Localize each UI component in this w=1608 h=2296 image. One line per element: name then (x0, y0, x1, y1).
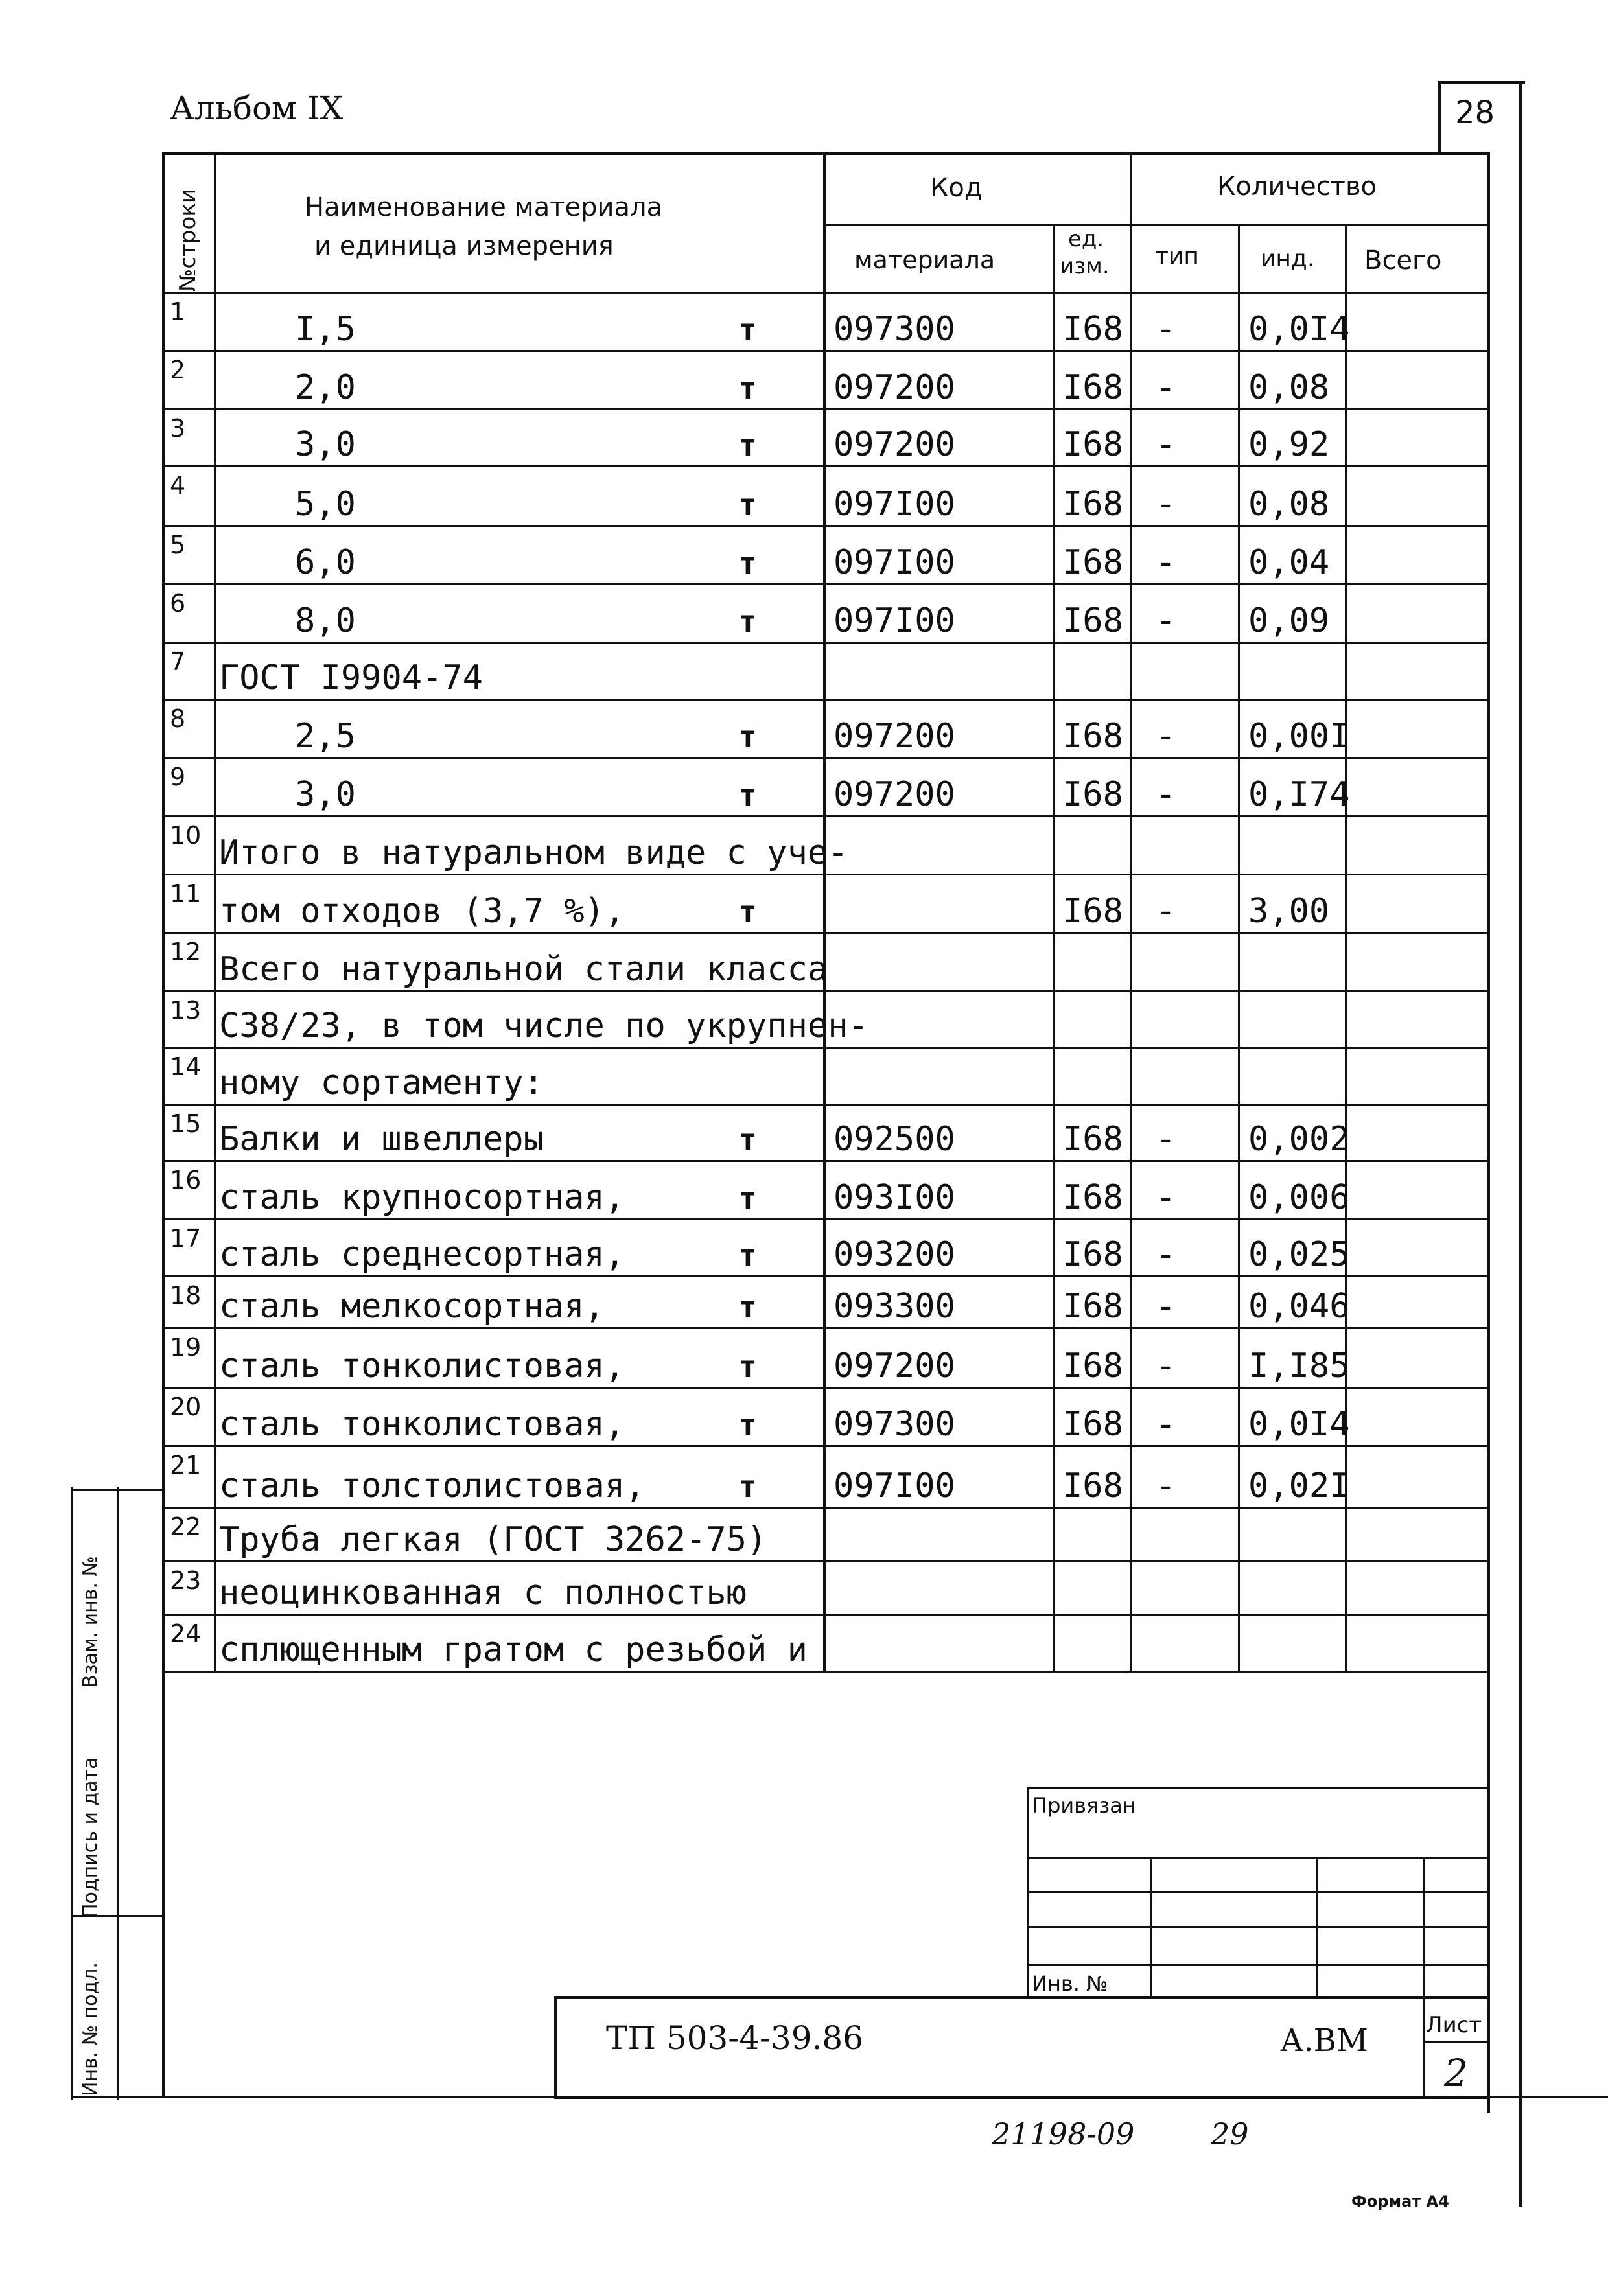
table-rule (162, 152, 165, 1671)
unit-code: I68 (1062, 543, 1123, 582)
unit-code: I68 (1062, 1287, 1123, 1326)
row-number: 5 (170, 531, 186, 559)
table-rule (1027, 1857, 1487, 1859)
table-rule (71, 2096, 162, 2098)
table-rule (823, 152, 826, 1671)
material-name: сталь мелкосортная, (219, 1287, 605, 1326)
material-unit: т (739, 604, 757, 639)
material-name: С38/23, в том числе по укрупнен- (219, 1006, 868, 1045)
qty-type: - (1156, 1287, 1176, 1326)
table-rule (1027, 1787, 1487, 1789)
col-code-unit-header-2: изм. (1060, 253, 1110, 279)
material-name: сталь толстолистовая, (219, 1467, 646, 1505)
material-unit: т (739, 1238, 757, 1273)
material-code: 093200 (833, 1235, 955, 1274)
unit-code: I68 (1062, 485, 1123, 524)
stamp-privyazan: Привязан (1032, 1793, 1136, 1818)
unit-code: I68 (1062, 1178, 1123, 1217)
side-label-podpis: Подпись и дата (79, 1757, 102, 1918)
material-code: 097I00 (833, 601, 955, 640)
material-name: 8,0 (295, 601, 356, 640)
unit-code: I68 (1062, 310, 1123, 349)
material-code: 097I00 (833, 543, 955, 582)
col-code-unit-header-1: ед. (1068, 226, 1104, 252)
table-rule (1487, 152, 1490, 1671)
row-number: 3 (170, 414, 186, 443)
table-rule (71, 1487, 73, 2100)
qty-type: - (1156, 1347, 1176, 1386)
unit-code: I68 (1062, 1347, 1123, 1386)
table-rule (554, 1996, 557, 2096)
material-code: 097I00 (833, 1467, 955, 1505)
table-rule (1027, 1964, 1487, 1966)
row-number: 9 (170, 763, 186, 791)
qty-type: - (1156, 1178, 1176, 1217)
table-rule (1027, 1926, 1487, 1928)
material-code: 092500 (833, 1120, 955, 1159)
material-unit: т (739, 371, 757, 406)
material-unit: т (739, 428, 757, 463)
table-rule (1345, 224, 1347, 1671)
stamp-list-label: Лист (1426, 2012, 1482, 2038)
footer-handwritten-number: 21198-09 (992, 2116, 1135, 2151)
unit-code: I68 (1062, 368, 1123, 407)
qty-ind: 0,04 (1248, 543, 1330, 582)
unit-code: I68 (1062, 1120, 1123, 1159)
material-code: 097200 (833, 717, 955, 756)
material-unit: т (739, 1122, 757, 1157)
col-name-header-line1: Наименование материала (305, 192, 663, 222)
material-name: Балки и швеллеры (219, 1120, 544, 1159)
qty-type: - (1156, 892, 1176, 931)
table-rule (117, 1487, 119, 2100)
material-name: сталь крупносортная, (219, 1178, 625, 1217)
qty-type: - (1156, 1405, 1176, 1444)
qty-ind: 0,006 (1248, 1178, 1350, 1217)
stamp-list-number: 2 (1444, 2051, 1468, 2095)
col-name-header-line2: и единица измерения (314, 231, 614, 261)
material-name: ному сортаменту: (219, 1063, 544, 1102)
footer-handwritten-page: 29 (1211, 2116, 1249, 2151)
qty-ind: 0,02I (1248, 1467, 1350, 1505)
qty-ind: 3,00 (1248, 892, 1330, 931)
col-qty-ind-header: инд. (1261, 246, 1315, 272)
material-unit: т (739, 894, 757, 929)
table-rule (162, 1671, 165, 2096)
material-name: 3,0 (295, 775, 356, 814)
qty-type: - (1156, 775, 1176, 814)
qty-ind: 0,0I4 (1248, 310, 1350, 349)
unit-code: I68 (1062, 425, 1123, 464)
qty-type: - (1156, 425, 1176, 464)
page-number: 28 (1455, 95, 1495, 131)
material-code: 097200 (833, 425, 955, 464)
row-number: 6 (170, 589, 186, 618)
row-number: 15 (170, 1109, 202, 1138)
material-name: сплющенным гратом с резьбой и (219, 1630, 808, 1669)
col-qty-total-header: Всего (1364, 246, 1442, 275)
qty-type: - (1156, 310, 1176, 349)
row-number: 12 (170, 938, 202, 966)
row-number: 18 (170, 1281, 202, 1310)
table-rule (1150, 1857, 1152, 1996)
row-number: 2 (170, 356, 186, 384)
col-qty-header: Количество (1217, 172, 1377, 202)
qty-type: - (1156, 1120, 1176, 1159)
row-number: 23 (170, 1566, 202, 1595)
qty-type: - (1156, 1235, 1176, 1274)
unit-code: I68 (1062, 775, 1123, 814)
qty-type: - (1156, 601, 1176, 640)
table-rule (71, 1489, 162, 1491)
qty-ind: 0,00I (1248, 717, 1350, 756)
material-name: Всего натуральной стали класса (219, 950, 828, 989)
material-name: Труба легкая (ГОСТ 3262-75) (219, 1520, 767, 1559)
row-number: 10 (170, 821, 202, 850)
stamp-sheet-code: А.ВМ (1280, 2023, 1369, 2059)
unit-code: I68 (1062, 717, 1123, 756)
row-number: 24 (170, 1619, 202, 1648)
material-name: 5,0 (295, 485, 356, 524)
material-code: 093I00 (833, 1178, 955, 1217)
col-qty-type-header: тип (1155, 243, 1199, 270)
material-code: 097300 (833, 1405, 955, 1444)
table-rule (1316, 1857, 1318, 1996)
side-label-vzam: Взам. инв. № (79, 1556, 102, 1688)
material-code: 097200 (833, 368, 955, 407)
material-code: 097200 (833, 775, 955, 814)
row-number: 7 (170, 647, 186, 676)
qty-ind: I,I85 (1248, 1347, 1350, 1386)
qty-type: - (1156, 485, 1176, 524)
material-name: Итого в натуральном виде с уче- (219, 833, 848, 872)
qty-ind: 0,92 (1248, 425, 1330, 464)
row-number: 19 (170, 1333, 202, 1362)
material-name: ГОСТ I9904-74 (219, 658, 483, 697)
material-name: сталь тонколистовая, (219, 1347, 625, 1386)
row-number: 16 (170, 1166, 202, 1194)
qty-type: - (1156, 1467, 1176, 1505)
album-title: Альбом IX (170, 89, 344, 127)
material-name: 2,0 (295, 368, 356, 407)
qty-ind: 0,0I4 (1248, 1405, 1350, 1444)
table-rule (162, 2096, 1608, 2098)
qty-ind: 0,08 (1248, 485, 1330, 524)
qty-ind: 0,I74 (1248, 775, 1350, 814)
material-unit: т (739, 546, 757, 581)
row-number: 4 (170, 471, 186, 500)
col-rownum-header: №строки (175, 189, 201, 292)
material-code: 097300 (833, 310, 955, 349)
row-number: 8 (170, 704, 186, 733)
col-code-header: Код (930, 173, 983, 203)
col-code-material-header: материала (854, 246, 996, 274)
stamp-doc-code: ТП 503-4-39.86 (606, 2019, 864, 2057)
table-rule (1487, 1671, 1490, 2113)
material-unit: т (739, 1181, 757, 1216)
row-number: 17 (170, 1224, 202, 1253)
material-unit: т (739, 1469, 757, 1504)
material-name: 6,0 (295, 543, 356, 582)
row-number: 11 (170, 879, 202, 908)
row-number: 13 (170, 996, 202, 1025)
qty-ind: 0,046 (1248, 1287, 1350, 1326)
unit-code: I68 (1062, 1405, 1123, 1444)
material-name: неоцинкованная с полностью (219, 1573, 747, 1612)
material-unit: т (739, 1408, 757, 1443)
table-rule (1423, 1857, 1425, 2096)
row-number: 1 (170, 297, 186, 326)
qty-ind: 0,09 (1248, 601, 1330, 640)
material-unit: т (739, 1349, 757, 1384)
material-code: 093300 (833, 1287, 955, 1326)
unit-code: I68 (1062, 892, 1123, 931)
row-number: 22 (170, 1513, 202, 1541)
table-rule (1027, 1891, 1487, 1893)
material-unit: т (739, 312, 757, 347)
material-unit: т (739, 778, 757, 813)
stamp-inv-no: Инв. № (1032, 1971, 1108, 1996)
material-unit: т (739, 487, 757, 522)
qty-ind: 0,08 (1248, 368, 1330, 407)
unit-code: I68 (1062, 1235, 1123, 1274)
side-label-inv-podl: Инв. № подл. (79, 1962, 102, 2096)
qty-type: - (1156, 717, 1176, 756)
qty-ind: 0,002 (1248, 1120, 1350, 1159)
unit-code: I68 (1062, 1467, 1123, 1505)
table-rule (162, 1671, 1487, 1673)
material-name: 2,5 (295, 717, 356, 756)
material-code: 097200 (833, 1347, 955, 1386)
row-number: 21 (170, 1451, 202, 1479)
material-unit: т (739, 1290, 757, 1325)
material-name: 3,0 (295, 425, 356, 464)
table-rule (554, 1996, 1487, 1999)
qty-type: - (1156, 368, 1176, 407)
table-rule (1130, 152, 1132, 1671)
table-rule (1053, 224, 1055, 1671)
material-name: I,5 (295, 310, 356, 349)
material-name: сталь среднесортная, (219, 1235, 625, 1274)
material-unit: т (739, 719, 757, 754)
row-number: 20 (170, 1393, 202, 1421)
qty-type: - (1156, 543, 1176, 582)
unit-code: I68 (1062, 601, 1123, 640)
material-name: том отходов (3,7 %), (219, 892, 625, 931)
material-code: 097I00 (833, 485, 955, 524)
material-name: сталь тонколистовая, (219, 1405, 625, 1444)
table-rule (1423, 2041, 1487, 2043)
qty-ind: 0,025 (1248, 1235, 1350, 1274)
row-number: 14 (170, 1052, 202, 1081)
footer-format: Формат А4 (1351, 2192, 1449, 2210)
table-rule (823, 224, 1487, 226)
table-rule (1238, 224, 1240, 1671)
table-rule (214, 152, 216, 1671)
